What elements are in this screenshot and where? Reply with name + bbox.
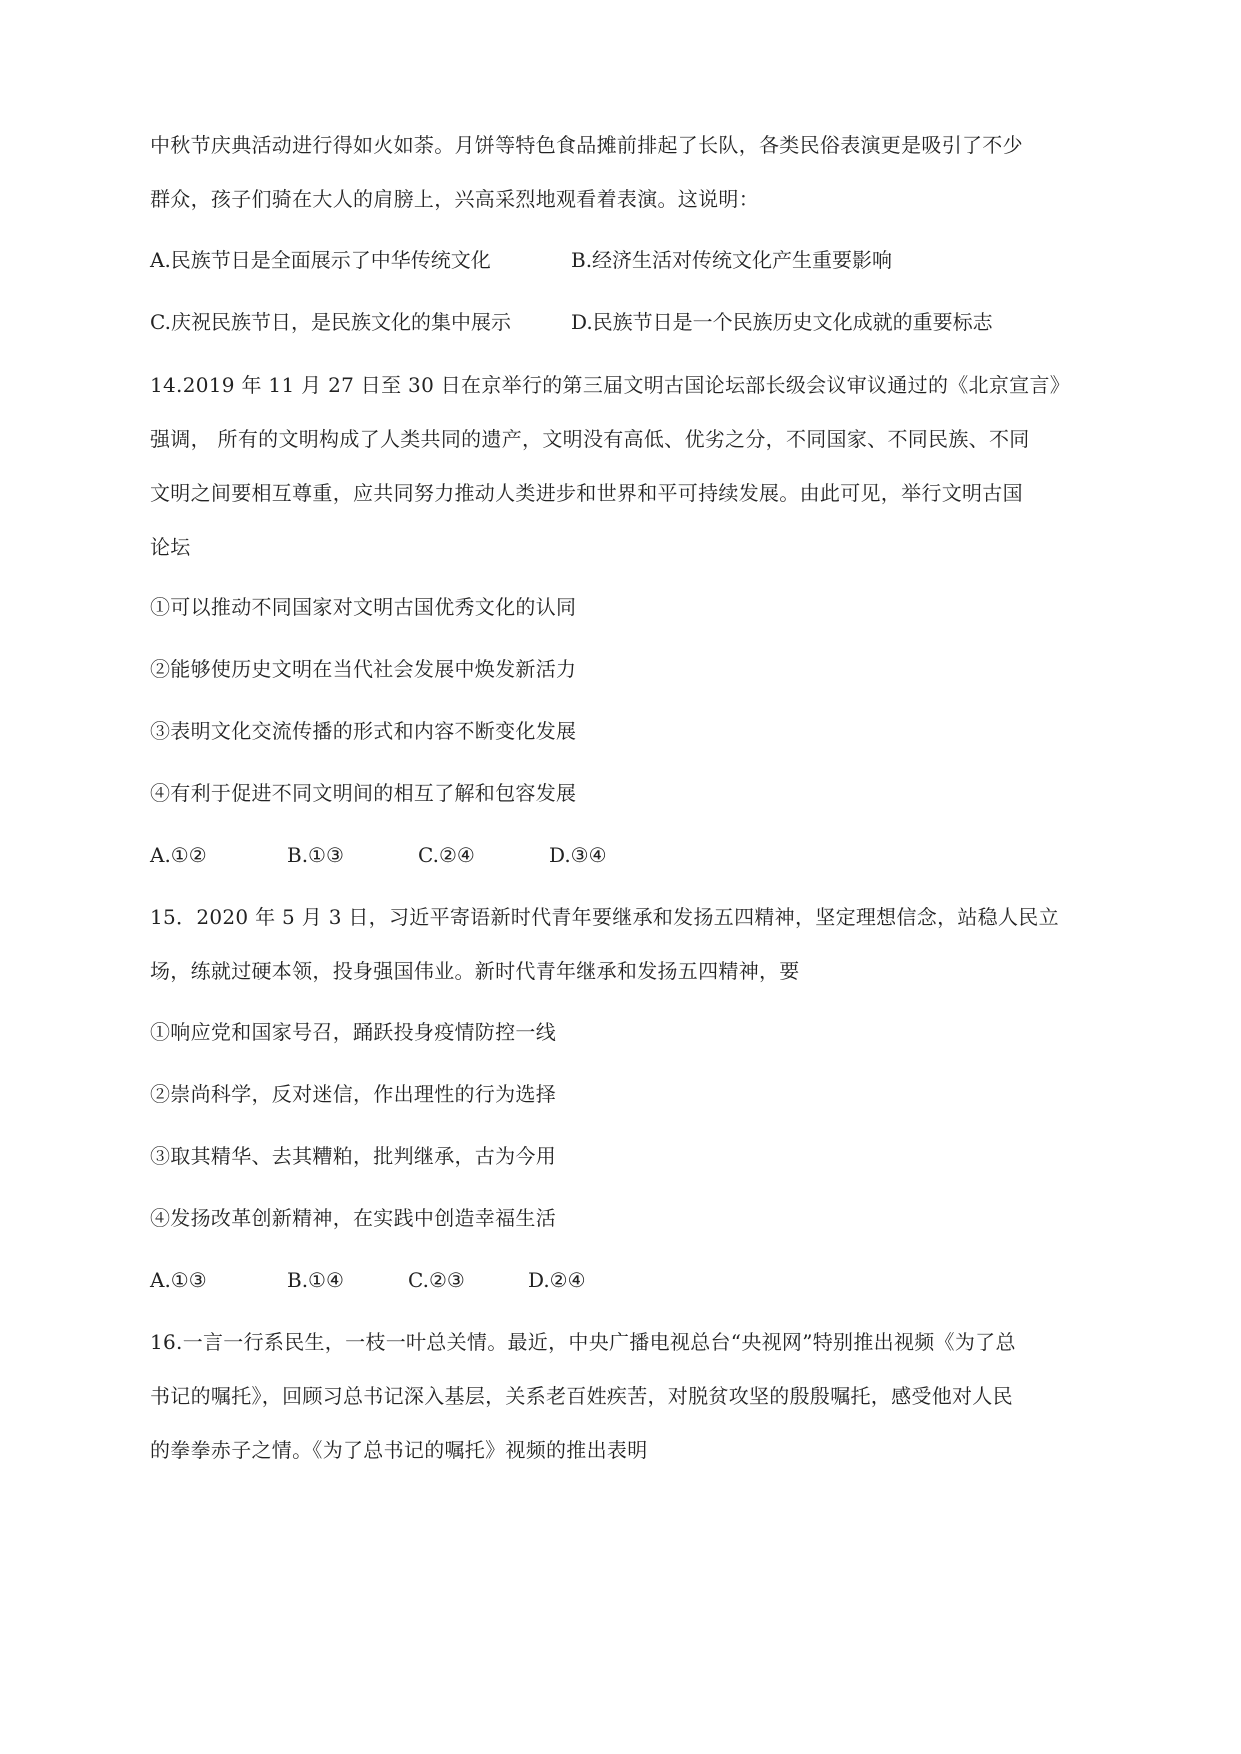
q16-stem-line2: 书记的嘱托》，回顾习总书记深入基层，关系老百姓疾苦，对脱贫攻坚的殷殷嘱托，感受他对人民 — [150, 1384, 1013, 1408]
q13-option-d: D.民族节日是一个民族历史文化成就的重要标志 — [571, 310, 993, 334]
q14-item-1: ①可以推动不同国家对文明古国优秀文化的认同 — [150, 595, 577, 619]
q14-option-c: C.②④ — [418, 843, 475, 867]
q15-item-3: ③取其精华、去其糟粕，批判继承，古为今用 — [150, 1144, 556, 1168]
q14-stem-line3: 文明之间要相互尊重，应共同努力推动人类进步和世界和平可持续发展。由此可见，举行文明古国 — [150, 481, 1023, 505]
q14-option-d: D.③④ — [549, 843, 607, 867]
q14-option-a: A.①② — [150, 843, 207, 867]
q14-stem-line1: 14.2019 年 11 月 27 日至 30 日在京举行的第三届文明古国论坛部长级会议审议通过的《北京宣言》 — [150, 373, 1071, 397]
q15-stem-line2: 场，练就过硬本领，投身强国伟业。新时代青年继承和发扬五四精神，要 — [150, 959, 800, 983]
q14-item-2: ②能够使历史文明在当代社会发展中焕发新活力 — [150, 657, 577, 681]
q15-item-2: ②崇尚科学，反对迷信，作出理性的行为选择 — [150, 1082, 556, 1106]
q15-option-d: D.②④ — [528, 1268, 586, 1292]
q15-item-1: ①响应党和国家号召，踊跃投身疫情防控一线 — [150, 1020, 556, 1044]
q13-option-a: A.民族节日是全面展示了中华传统文化 — [150, 248, 491, 272]
q14-item-4: ④有利于促进不同文明间的相互了解和包容发展 — [150, 781, 577, 805]
q13-stem-line1: 中秋节庆典活动进行得如火如荼。月饼等特色食品摊前排起了长队，各类民俗表演更是吸引了不少 — [150, 133, 1023, 157]
q16-stem-line3: 的拳拳赤子之情。《为了总书记的嘱托》视频的推出表明 — [150, 1438, 648, 1462]
q13-stem-line2: 群众，孩子们骑在大人的肩膀上，兴高采烈地观看着表演。这说明： — [150, 187, 759, 211]
q15-stem-line1: 15．2020 年 5 月 3 日，习近平寄语新时代青年要继承和发扬五四精神，坚定理想信念，站稳人民立 — [150, 905, 1059, 929]
q15-option-b: B.①④ — [287, 1268, 344, 1292]
q14-item-3: ③表明文化交流传播的形式和内容不断变化发展 — [150, 719, 577, 743]
q13-option-c: C.庆祝民族节日，是民族文化的集中展示 — [150, 310, 511, 334]
q15-item-4: ④发扬改革创新精神，在实践中创造幸福生活 — [150, 1206, 556, 1230]
q14-option-b: B.①③ — [287, 843, 344, 867]
q16-stem-line1: 16.一言一行系民生，一枝一叶总关情。最近，中央广播电视总台“央视网”特别推出视频《为了总 — [150, 1330, 1016, 1354]
q15-option-a: A.①③ — [150, 1268, 207, 1292]
q15-option-c: C.②③ — [408, 1268, 465, 1292]
q14-stem-line2: 强调， 所有的文明构成了人类共同的遗产，文明没有高低、优劣之分，不同国家、不同民族、不同 — [150, 427, 1030, 451]
q13-option-b: B.经济生活对传统文化产生重要影响 — [571, 248, 893, 272]
q14-stem-line4: 论坛 — [150, 535, 191, 559]
